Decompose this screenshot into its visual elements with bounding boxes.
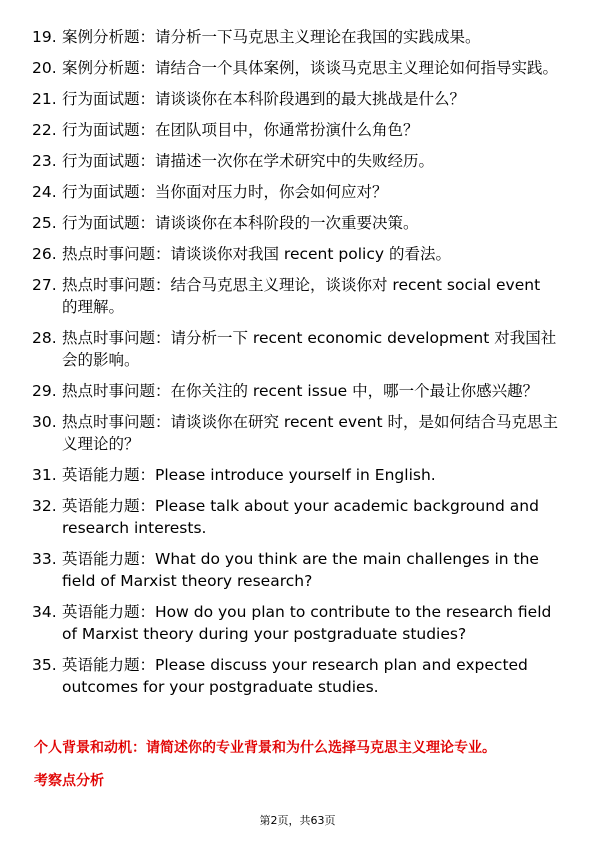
item-number: 33. xyxy=(32,550,57,568)
item-text: 热点时事问题：请谈谈你在研究 recent event 时，是如何结合马克思主义理论的？ xyxy=(62,413,558,453)
list-item xyxy=(32,274,560,318)
item-number: 28. xyxy=(32,329,57,347)
item-number: 21. xyxy=(32,90,57,108)
item-number: 35. xyxy=(32,656,57,674)
list-item xyxy=(32,327,560,371)
item-number: 24. xyxy=(32,183,57,201)
list-item xyxy=(32,411,560,455)
section-heading: 个人背景和动机：请简述你的专业背景和为什么选择马克思主义理论专业。 xyxy=(34,740,496,756)
list-item xyxy=(32,181,560,203)
item-text: 英语能力题：How do you plan to contribute to the research field of Marxist theory during your postgraduate studies? xyxy=(62,603,552,643)
item-text: 行为面试题：请谈谈你在本科阶段遇到的最大挑战是什么？ xyxy=(62,90,466,108)
list-item xyxy=(32,464,560,486)
item-number: 20. xyxy=(32,59,57,77)
item-text: 英语能力题：What do you think are the main challenges in the field of Marxist theory research? xyxy=(62,550,539,590)
item-number: 29. xyxy=(32,382,57,400)
item-text: 案例分析题：请分析一下马克思主义理论在我国的实践成果。 xyxy=(62,28,481,46)
item-text: 英语能力题：Please talk about your academic background and research interests. xyxy=(62,497,539,537)
list-item xyxy=(32,548,560,592)
list-item xyxy=(32,380,560,402)
list-item xyxy=(32,26,560,48)
item-number: 34. xyxy=(32,603,57,621)
item-number: 30. xyxy=(32,413,57,431)
item-text: 热点时事问题：在你关注的 recent issue 中，哪一个最让你感兴趣？ xyxy=(62,382,539,400)
item-number: 26. xyxy=(32,245,57,263)
list-item xyxy=(32,654,560,698)
item-text: 英语能力题：Please discuss your research plan and expected outcomes for your postgraduate studies. xyxy=(62,656,528,696)
item-text: 行为面试题：在团队项目中，你通常扮演什么角色？ xyxy=(62,121,419,139)
list-item xyxy=(32,495,560,539)
item-number: 32. xyxy=(32,497,57,515)
item-number: 23. xyxy=(32,152,57,170)
page-footer: 第2页，共63页 xyxy=(259,814,336,827)
item-number: 31. xyxy=(32,466,57,484)
item-text: 行为面试题：请谈谈你在本科阶段的一次重要决策。 xyxy=(62,214,419,232)
list-item xyxy=(32,57,560,79)
question-list xyxy=(32,26,560,707)
list-item xyxy=(32,88,560,110)
item-text: 行为面试题：请描述一次你在学术研究中的失败经历。 xyxy=(62,152,435,170)
item-text: 英语能力题：Please introduce yourself in English. xyxy=(62,466,436,484)
item-number: 22. xyxy=(32,121,57,139)
list-item xyxy=(32,243,560,265)
item-text: 行为面试题：当你面对压力时，你会如何应对？ xyxy=(62,183,388,201)
list-item xyxy=(32,119,560,141)
item-text: 热点时事问题：请谈谈你对我国 recent policy 的看法。 xyxy=(62,245,451,263)
item-text: 案例分析题：请结合一个具体案例，谈谈马克思主义理论如何指导实践。 xyxy=(62,59,559,77)
item-text: 热点时事问题：结合马克思主义理论，谈谈你对 recent social event 的理解。 xyxy=(62,276,541,316)
section-subheading: 考察点分析 xyxy=(34,773,104,789)
item-number: 27. xyxy=(32,276,57,294)
list-item xyxy=(32,212,560,234)
item-number: 25. xyxy=(32,214,57,232)
item-text: 热点时事问题：请分析一下 recent economic development 对我国社会的影响。 xyxy=(62,329,557,369)
item-number: 19. xyxy=(32,28,57,46)
list-item xyxy=(32,150,560,172)
list-item xyxy=(32,601,560,645)
